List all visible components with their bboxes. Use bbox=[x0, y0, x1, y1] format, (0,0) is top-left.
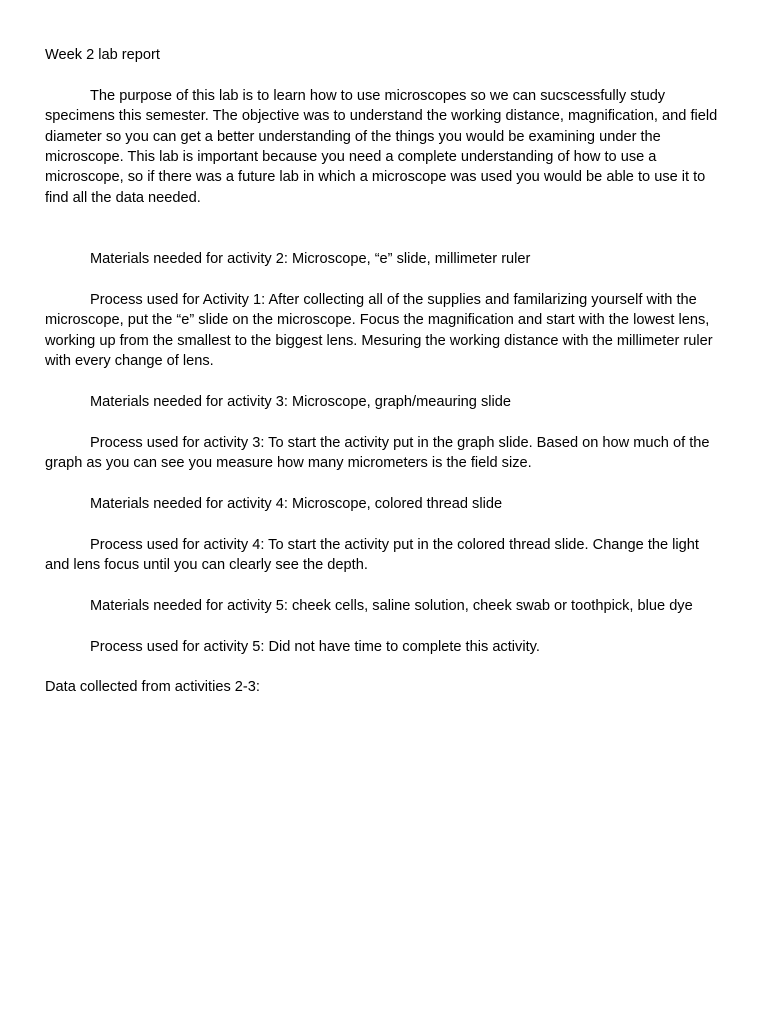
spacer bbox=[45, 269, 725, 289]
data-heading: Data collected from activities 2-3: bbox=[45, 679, 260, 696]
document-page bbox=[45, 45, 725, 698]
spacer bbox=[45, 657, 725, 677]
spacer bbox=[45, 412, 725, 432]
purpose-paragraph: The purpose of this lab is to learn how to use microscopes so we can sucscessfully study specimens this semester. The objective was to understand the working distance, magnification, and field diameter so you can get a better understanding of the things you would be examining under the microscope. This lab is important because you need a complete understanding of how to use a microscope, so if there was a future lab in which a microscope was used you would be able to use it to find all the data needed. bbox=[45, 87, 718, 206]
process-activity-3: Process used for activity 3: To start the activity put in the graph slide. Based on how much of the graph as you can see you measure how many micrometers is the field size. bbox=[45, 434, 710, 472]
spacer bbox=[45, 514, 725, 534]
materials-activity-2: Materials needed for activity 2: Microscope, “e” slide, millimeter ruler bbox=[90, 251, 531, 268]
process-activity-1: Process used for Activity 1: After collecting all of the supplies and familarizing yourself with the microscope, put the “e” slide on the microscope. Focus the magnification and start with the lowest lens, working up from the smallest to the biggest lens. Mesuring the working distance with the millimeter ruler with every change of lens. bbox=[45, 291, 713, 370]
spacer bbox=[45, 371, 725, 391]
document-title: Week 2 lab report bbox=[45, 47, 160, 63]
materials-activity-5: Materials needed for activity 5: cheek cells, saline solution, cheek swab or toothpick, blue dye bbox=[90, 597, 693, 614]
materials-activity-4: Materials needed for activity 4: Microscope, colored thread slide bbox=[90, 495, 503, 512]
spacer bbox=[45, 575, 725, 595]
materials-activity-3: Materials needed for activity 3: Microscope, graph/meauring slide bbox=[90, 393, 511, 410]
process-activity-4: Process used for activity 4: To start the activity put in the colored thread slide. Change the light and lens focus until you can clearly see the depth. bbox=[45, 536, 699, 574]
spacer bbox=[45, 616, 725, 636]
process-activity-5: Process used for activity 5: Did not have time to complete this activity. bbox=[90, 638, 540, 655]
spacer bbox=[45, 208, 725, 249]
spacer bbox=[45, 65, 725, 85]
spacer bbox=[45, 473, 725, 493]
